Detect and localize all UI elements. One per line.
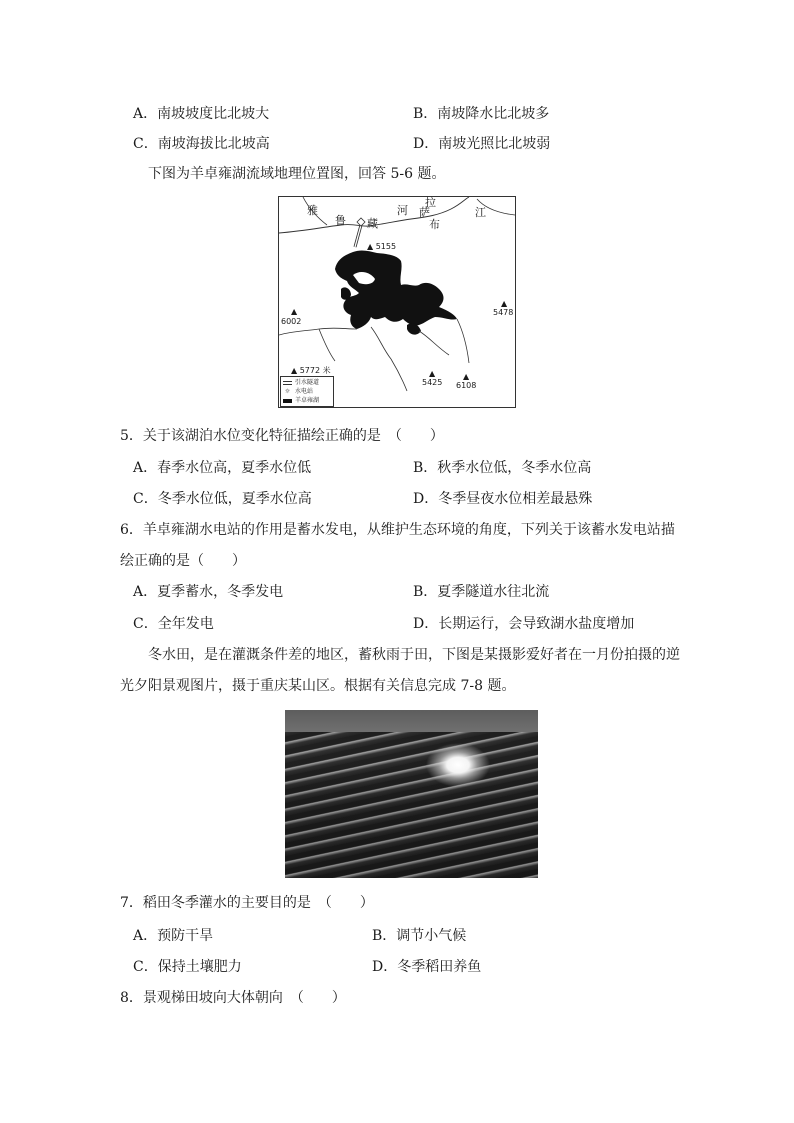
river-label-char: 河 [397,204,408,217]
q5-option-b: B．秋季水位低，冬季水位高 [413,460,592,476]
hydro-station-icon: ☼ [284,388,291,395]
lake-symbol-icon [283,399,292,403]
intro-7-8-line1: 冬水田，是在灌溉条件差的地区，蓄秋雨于田，下图是某摄影爱好者在一月份拍摄的逆 [148,647,680,663]
peak-triangle-icon: ▲ [429,369,436,378]
q5-option-c: C．冬季水位低，夏季水位高 [133,491,312,507]
q6-stem-line2: 绘正确的是（ ） [120,553,246,569]
river-label-char: 鲁 [335,214,346,227]
peak-triangle-icon: ▲ [291,307,298,316]
peak-triangle-icon: ▲ [501,299,508,308]
peak-label: ▲ 5772 米 [291,366,331,375]
q6-option-c: C．全年发电 [133,616,214,632]
hydro-station-icon [357,218,365,226]
legend-row-tunnel: 引水隧道 [283,379,319,386]
river-label-char: 江 [475,206,486,219]
yamdrok-lake-map [278,196,516,408]
q7-stem: 7．稻田冬季灌水的主要目的是 （ ） [120,895,374,911]
river-label-char: 拉 [425,196,436,209]
photo-sky [285,710,538,732]
q4-option-d: D．南坡光照比北坡弱 [413,136,551,152]
q5-stem: 5．关于该湖泊水位变化特征描绘正确的是 （ ） [120,428,444,444]
q4-option-c: C．南坡海拔比北坡高 [133,136,270,152]
q6-option-a: A．夏季蓄水，冬季发电 [133,584,284,600]
q7-option-d: D．冬季稻田养鱼 [372,959,482,975]
yamdrok-lake [335,250,457,329]
peak-triangle-icon: ▲ [463,372,470,381]
peak-label: ▲ 5155 [367,242,397,251]
legend-row-station: ☼ 水电站 [284,388,314,395]
q6-option-b: B．夏季隧道水往北流 [413,584,550,600]
peak-label: 6108 [456,381,477,390]
q6-option-d: D．长期运行，会导致湖水盐度增加 [413,616,635,632]
q7-option-c: C．保持土壤肥力 [133,959,242,975]
peak-triangle-icon: ▲ [367,242,374,251]
peak-label: 6002 [281,317,302,326]
q6-stem-line1: 6．羊卓雍湖水电站的作用是蓄水发电，从维护生态环境的角度，下列关于该蓄水发电站描 [120,522,675,538]
peak-triangle-icon: ▲ [291,366,298,375]
river-label-char: 雅 [307,204,318,217]
terraced-field-photo [285,710,538,878]
river-label-char: 萨 [419,206,430,219]
river-label-char: 藏 [367,217,378,230]
q4-option-b: B．南坡降水比北坡多 [413,106,550,122]
tunnel-symbol-icon [283,381,292,385]
q5-option-d: D．冬季昼夜水位相差最悬殊 [413,491,593,507]
q5-option-a: A．春季水位高，夏季水位低 [133,460,312,476]
river-label-char: 布 [429,218,440,231]
map-legend [280,376,334,407]
legend-row-lake: 羊卓雍湖 [283,397,319,404]
peak-label: 5478 [493,308,514,317]
q7-option-b: B．调节小气候 [372,928,467,944]
intro-7-8-line2: 光夕阳景观图片，摄于重庆某山区。根据有关信息完成 7-8 题。 [120,678,516,694]
q7-option-a: A．预防干旱 [133,928,214,944]
q8-stem: 8．景观梯田坡向大体朝向 （ ） [120,990,346,1006]
intro-5-6: 下图为羊卓雍湖流域地理位置图，回答 5-6 题。 [148,166,446,182]
peak-label: 5425 [422,378,443,387]
q4-option-a: A．南坡坡度比北坡大 [133,106,270,122]
